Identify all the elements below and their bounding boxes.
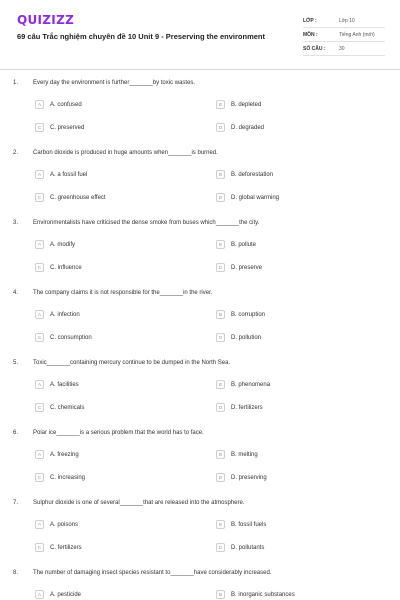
option-text: B. depleted: [231, 101, 262, 108]
option-d[interactable]: [216, 332, 261, 343]
question-number: 1.: [13, 80, 19, 86]
option-letter-box: D: [216, 543, 225, 552]
option-letter-box: A: [35, 450, 44, 459]
document-title: 69 câu Trắc nghiệm chuyên đề 10 Unit 9 - Preserving the environment: [17, 32, 265, 41]
option-text: B. phenomena: [231, 381, 271, 388]
option-text: C. influence: [50, 264, 82, 271]
question-text: Sulphur dioxide is one of several_______that are released into the atmosphere.: [33, 500, 245, 506]
question-text: The number of damaging insect species resistant to_______have considerably increased.: [33, 570, 272, 576]
question-8: [0, 560, 400, 600]
option-b[interactable]: [216, 169, 273, 180]
option-a[interactable]: [35, 239, 75, 250]
option-letter-box: D: [216, 333, 225, 342]
option-letter-box: D: [216, 473, 225, 482]
meta-row-grade: [303, 14, 385, 28]
question-text: Polar ice_______is a serious problem that the world has to face.: [33, 430, 204, 436]
option-d[interactable]: [216, 402, 263, 413]
option-letter-box: C: [35, 193, 44, 202]
question-number: 8.: [13, 570, 19, 576]
question-4: [0, 280, 400, 350]
option-text: A. freezing: [50, 451, 79, 458]
option-c[interactable]: [35, 262, 82, 273]
option-letter-box: B: [216, 590, 225, 599]
option-text: D. preserving: [231, 474, 267, 481]
option-text: A. confused: [50, 101, 82, 108]
option-letter-box: A: [35, 240, 44, 249]
option-letter-box: C: [35, 333, 44, 342]
option-text: B. melting: [231, 451, 258, 458]
option-text: A. modify: [50, 241, 76, 248]
option-c[interactable]: [35, 542, 82, 553]
option-text: D. pollutants: [231, 544, 265, 551]
question-5: [0, 350, 400, 420]
option-text: B. corruption: [231, 311, 266, 318]
option-a[interactable]: [35, 519, 78, 530]
option-d[interactable]: [216, 122, 264, 133]
option-a[interactable]: [35, 309, 80, 320]
option-letter-box: C: [35, 263, 44, 272]
question-2: [0, 140, 400, 210]
option-b[interactable]: [216, 309, 265, 320]
option-letter-box: B: [216, 170, 225, 179]
option-b[interactable]: [216, 589, 295, 600]
option-letter-box: A: [35, 590, 44, 599]
option-c[interactable]: [35, 472, 85, 483]
option-letter-box: B: [216, 520, 225, 529]
option-b[interactable]: [216, 449, 258, 460]
option-letter-box: C: [35, 403, 44, 412]
meta-value: Lớp 10: [339, 17, 355, 24]
option-a[interactable]: [35, 99, 82, 110]
option-b[interactable]: [216, 519, 266, 530]
meta-label: MÔN :: [303, 31, 318, 38]
option-c[interactable]: [35, 332, 92, 343]
option-letter-box: A: [35, 100, 44, 109]
option-text: D. fertilizers: [231, 404, 263, 411]
option-letter-box: C: [35, 123, 44, 132]
option-d[interactable]: [216, 542, 264, 553]
option-letter-box: B: [216, 100, 225, 109]
option-letter-box: D: [216, 123, 225, 132]
question-number: 3.: [13, 220, 19, 226]
option-c[interactable]: [35, 122, 84, 133]
question-3: [0, 210, 400, 280]
question-number: 5.: [13, 360, 19, 366]
option-letter-box: D: [216, 263, 225, 272]
option-text: A. infection: [50, 311, 80, 318]
option-text: A. a fossil fuel: [50, 171, 88, 178]
option-text: D. degraded: [231, 124, 265, 131]
option-letter-box: A: [35, 520, 44, 529]
option-b[interactable]: [216, 99, 261, 110]
option-text: B. pollute: [231, 241, 257, 248]
option-letter-box: B: [216, 310, 225, 319]
meta-row-question-count: [303, 42, 385, 56]
meta-label: LỚP :: [303, 17, 317, 24]
option-text: C. increasing: [50, 474, 86, 481]
question-text: Every day the environment is further_______by toxic wastes.: [33, 80, 196, 86]
option-c[interactable]: [35, 402, 84, 413]
quizizz-logo: QUIZIZZ: [17, 13, 75, 27]
question-text: Toxic_______containing mercury continue to be dumped in the North Sea.: [33, 360, 231, 366]
option-letter-box: A: [35, 310, 44, 319]
worksheet-header: [0, 0, 400, 66]
option-d[interactable]: [216, 472, 267, 483]
question-text: The company claims it is not responsible for the_______in the river.: [33, 290, 213, 296]
option-a[interactable]: [35, 169, 87, 180]
option-letter-box: A: [35, 170, 44, 179]
option-letter-box: D: [216, 403, 225, 412]
meta-row-subject: [303, 28, 385, 42]
option-text: C. chemicals: [50, 404, 85, 411]
option-text: B. deforestation: [231, 171, 274, 178]
question-number: 6.: [13, 430, 19, 436]
meta-value: Tiếng Anh (mới): [339, 31, 375, 38]
option-letter-box: C: [35, 543, 44, 552]
question-text: Environmentalists have criticised the dense smoke from buses which_______the city.: [33, 220, 260, 226]
option-a[interactable]: [35, 449, 79, 460]
question-number: 7.: [13, 500, 19, 506]
option-b[interactable]: [216, 379, 270, 390]
option-d[interactable]: [216, 192, 279, 203]
option-text: C. fertilizers: [50, 544, 82, 551]
option-letter-box: B: [216, 240, 225, 249]
option-c[interactable]: [35, 192, 106, 203]
option-d[interactable]: [216, 262, 262, 273]
option-text: C. preserved: [50, 124, 85, 131]
option-text: A. pesticide: [50, 591, 82, 598]
option-text: D. preserve: [231, 264, 263, 271]
option-letter-box: C: [35, 473, 44, 482]
meta-value: 30: [339, 45, 345, 52]
option-text: C. greenhouse effect: [50, 194, 106, 201]
question-number: 4.: [13, 290, 19, 296]
option-letter-box: D: [216, 193, 225, 202]
question-6: [0, 420, 400, 490]
question-number: 2.: [13, 150, 19, 156]
question-7: [0, 490, 400, 560]
option-a[interactable]: [35, 589, 81, 600]
option-letter-box: B: [216, 450, 225, 459]
worksheet-meta: [303, 14, 385, 56]
option-letter-box: B: [216, 380, 225, 389]
option-text: C. consumption: [50, 334, 92, 341]
option-text: B. inorganic substances: [231, 591, 295, 598]
question-text: Carbon dioxide is produced in huge amounts when_______is burned.: [33, 150, 218, 156]
option-letter-box: A: [35, 380, 44, 389]
question-1: [0, 70, 400, 140]
option-text: A. poisons: [50, 521, 79, 528]
option-text: D. pollution: [231, 334, 262, 341]
option-a[interactable]: [35, 379, 79, 390]
option-b[interactable]: [216, 239, 256, 250]
option-text: A. facilities: [50, 381, 79, 388]
option-text: B. fossil fuels: [231, 521, 267, 528]
meta-label: SỐ CÂU :: [303, 45, 326, 52]
option-text: D. global warming: [231, 194, 280, 201]
